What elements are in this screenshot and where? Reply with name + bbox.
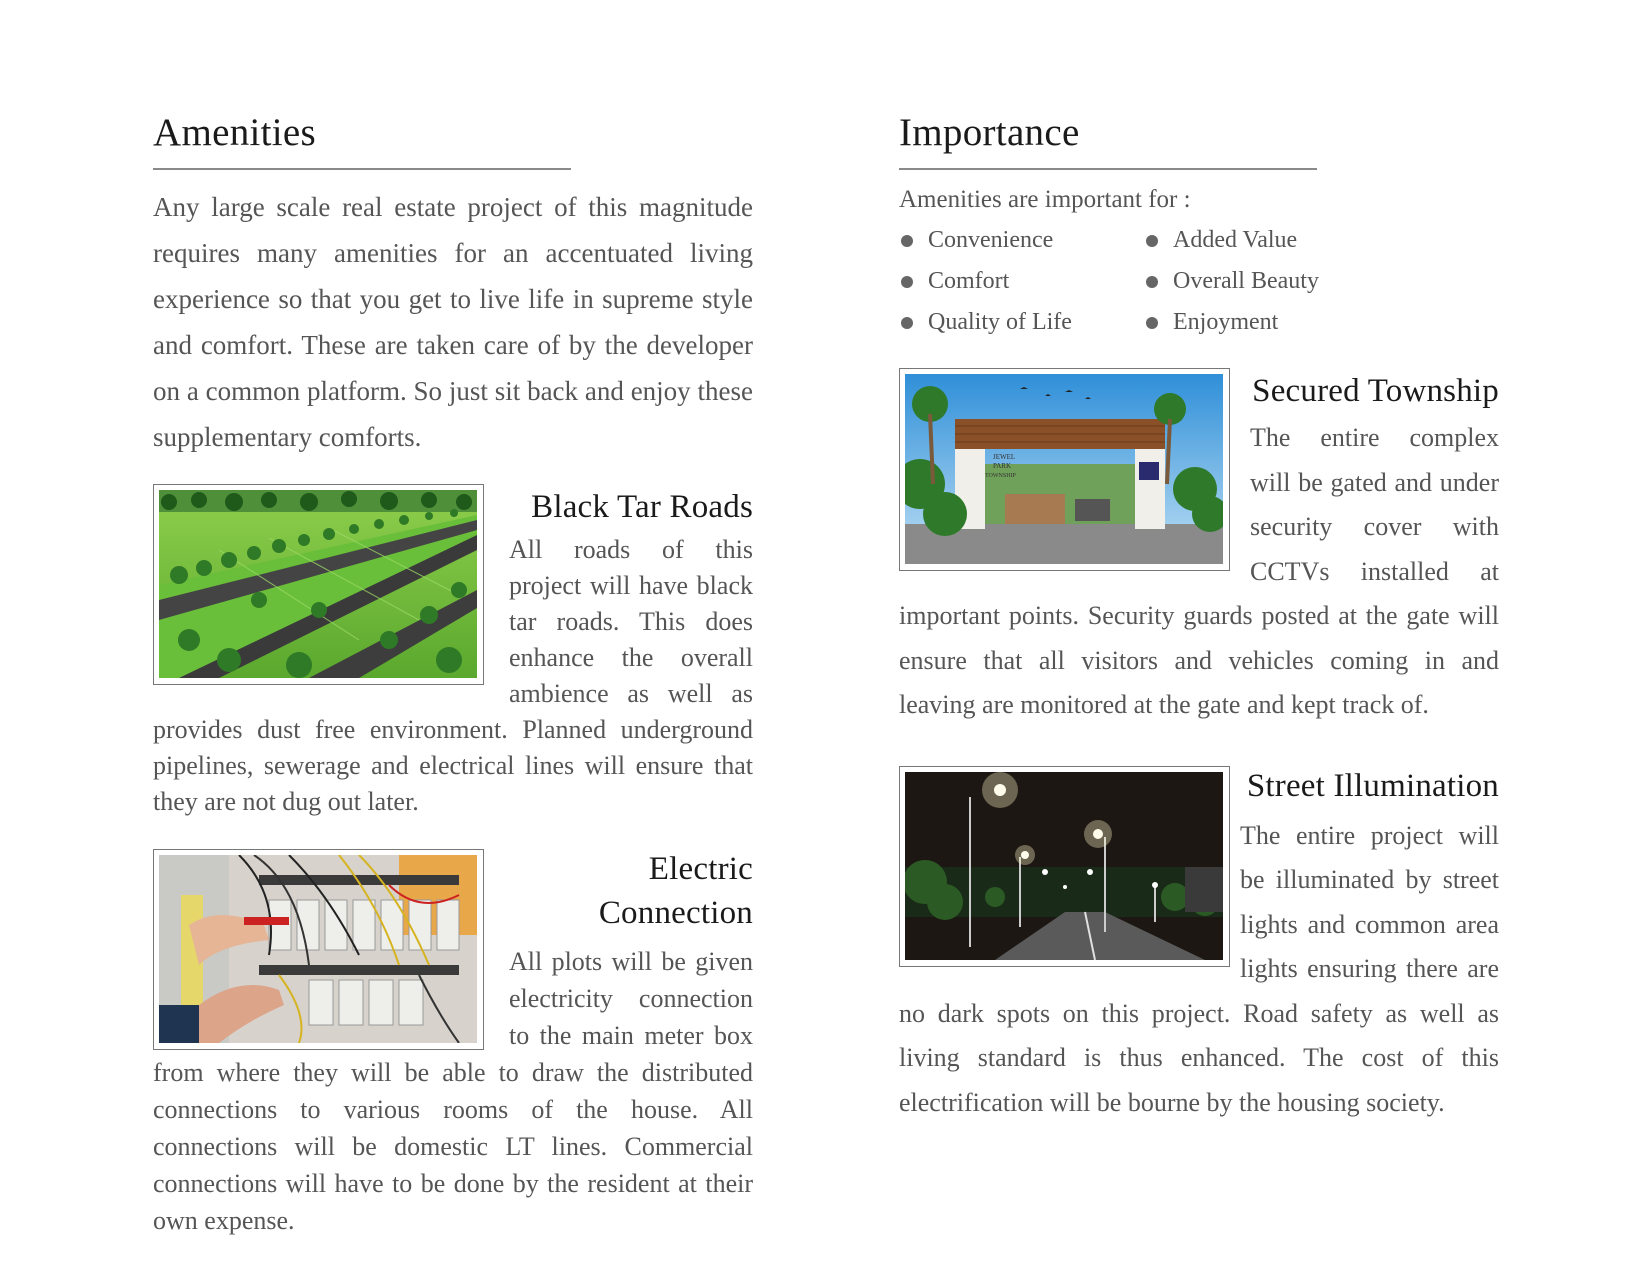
importance-heading: Importance [899, 111, 1080, 154]
amenities-column [153, 105, 753, 1239]
street-heading: Street Illumination [1246, 767, 1499, 804]
gate-photo [899, 368, 1230, 571]
list-item: Quality of Life [899, 306, 1144, 338]
list-item: Convenience [899, 224, 1144, 256]
street-text: The entire project will be illuminated by street lights and common area lights ensuring there are no dark spots on this project. Road safety as well as living standard is thus enhanced. The cost of this electrification will be bourne by the housing society. [899, 820, 1499, 1117]
street-photo [899, 766, 1230, 967]
list-item: Comfort [899, 265, 1144, 297]
roads-photo [153, 484, 484, 685]
electric-section [153, 849, 753, 1239]
electric-photo [153, 849, 484, 1050]
amenities-divider [153, 168, 571, 170]
amenities-intro: Any large scale real estate project of this magnitude requires many amenities for an accentuated living experience so that you get to live life in supreme style and comfort. These are taken care of by the developer on a common platform. So just sit back and enjoy these supplementary comforts. [153, 192, 753, 452]
gate-sign-line: PARK [993, 462, 1012, 470]
gate-sign-line: JEWEL [993, 453, 1016, 461]
importance-lead: Amenities are important for : [899, 186, 1191, 213]
street-section [899, 766, 1499, 1126]
secured-text: The entire complex will be gated and under security cover with CCTVs installed at important points. Security guards posted at the gate will ensure that all visitors and vehicles coming in and leaving are monitored at the gate and kept track of. [899, 423, 1499, 719]
roads-heading: Black Tar Roads [531, 489, 753, 525]
electric-text: All plots will be given electricity connection to the main meter box from where they will be able to draw the distributed connections to various rooms of the house. All connections will be domestic LT lines. Commercial connections will have to be done by the resident at their own expense. [153, 947, 753, 1235]
gate-sign-line: TOWNSHIP [985, 473, 1016, 479]
roads-section [153, 484, 753, 820]
importance-column [899, 105, 1499, 1125]
importance-list [899, 224, 1499, 338]
list-item: Enjoyment [1144, 306, 1344, 338]
amenities-heading: Amenities [153, 111, 317, 154]
secured-heading: Secured Township [1252, 373, 1499, 409]
list-item: Added Value [1144, 224, 1344, 256]
roads-text: All roads of this project will have black tar roads. This does enhance the overall ambience as well as provides dust free environment. Planned underground pipelines, sewerage and electrical lines will ensure that they are not dug out later. [153, 535, 753, 816]
secured-section [899, 368, 1499, 728]
electric-heading: Electric Connection [598, 851, 753, 931]
list-item: Overall Beauty [1144, 265, 1344, 297]
importance-divider [899, 168, 1317, 170]
